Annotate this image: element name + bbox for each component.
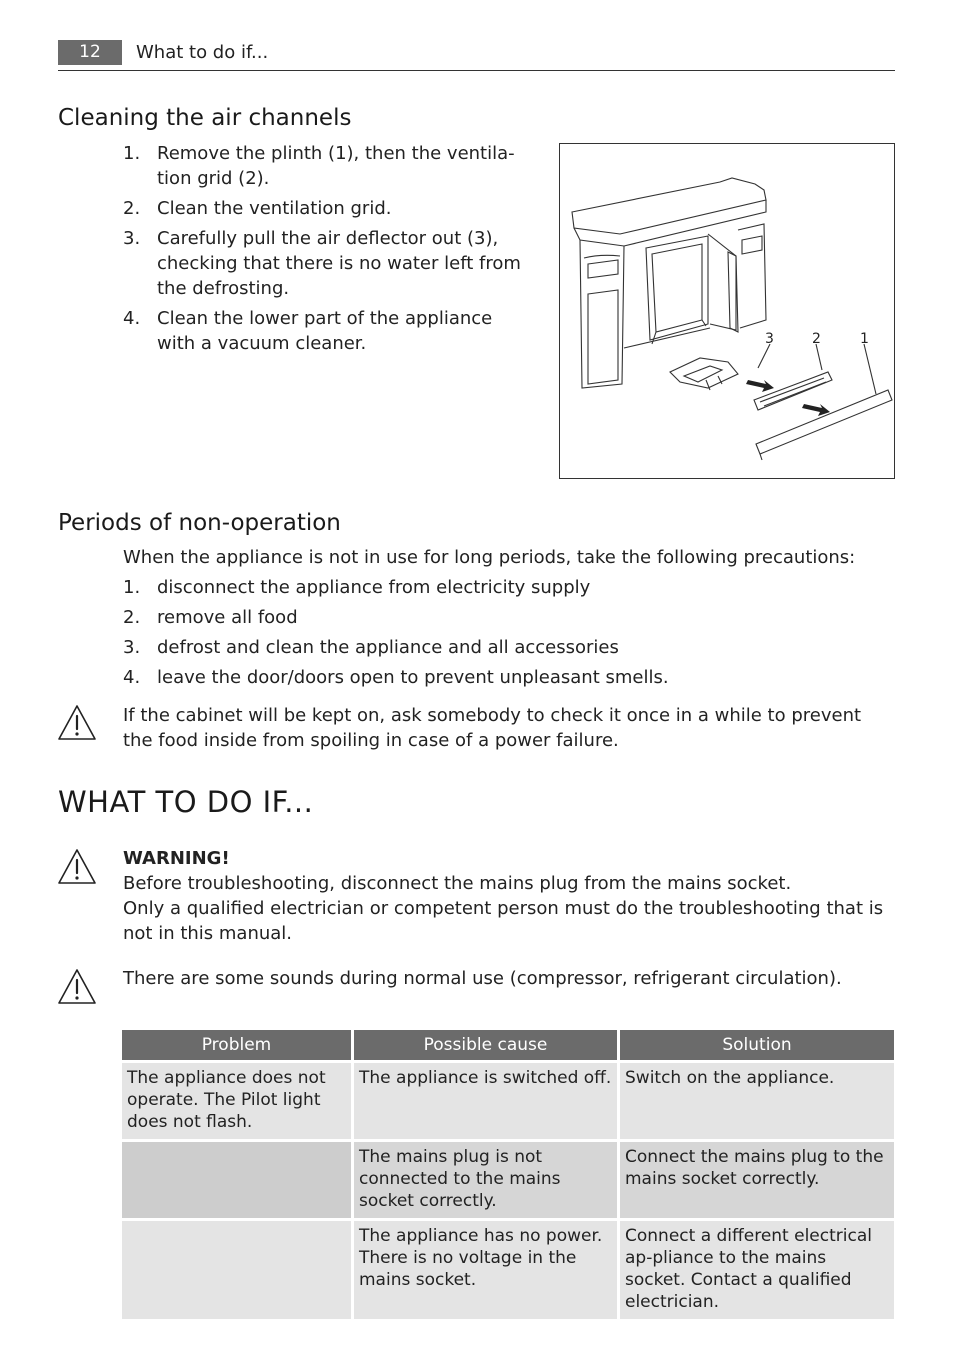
troubleshooting-table [119, 1027, 897, 1322]
cause-cell: The mains plug is not connected to the mains socket correctly. [354, 1142, 617, 1218]
step-number: 2. [123, 607, 141, 628]
problem-cell [122, 1221, 351, 1319]
solution-cell: Connect the mains plug to the mains socket correctly. [620, 1142, 894, 1218]
list-item [123, 306, 523, 356]
list-item [123, 141, 523, 191]
warning-block [123, 846, 895, 946]
info-caution-icon [57, 968, 97, 1010]
table-header-row [122, 1030, 894, 1060]
table-row [122, 1221, 894, 1319]
cause-cell: The appliance has no power. There is no voltage in the mains socket. [354, 1221, 617, 1319]
non-operation-steps-list [123, 575, 883, 695]
step-number: 2. [123, 198, 141, 219]
warning-icon [57, 848, 97, 890]
list-item [123, 196, 523, 221]
step-text: Clean the lower part of the appliance with a vacuum cleaner. [157, 308, 493, 354]
list-item [123, 575, 883, 600]
power-failure-note: If the cabinet will be kept on, ask somebody to check it once in a while to prevent the food inside from spoiling in case of a power failure. [123, 705, 862, 751]
step-number: 1. [123, 577, 141, 598]
problem-cell: The appliance does not operate. The Pilot light does not flash. [122, 1063, 351, 1139]
problem-cell [122, 1142, 351, 1218]
plinth-removal-illustration [559, 143, 895, 479]
list-item [123, 605, 883, 630]
table-row [122, 1142, 894, 1218]
column-header-cause: Possible cause [354, 1030, 617, 1060]
callout-label-2: 2 [812, 331, 821, 347]
step-text: Clean the ventilation grid. [157, 198, 392, 219]
warning-text-electrician: Only a qualified electrician or competent person must do the troubleshooting that is not in this manual. [123, 898, 884, 944]
appliance-drawing [560, 144, 894, 478]
step-text: Remove the plinth (1), then the ventila-tion grid (2). [157, 143, 515, 189]
step-number: 1. [123, 143, 141, 164]
step-number: 3. [123, 637, 141, 658]
caution-icon [57, 704, 97, 746]
column-header-problem: Problem [122, 1030, 351, 1060]
list-item [123, 635, 883, 660]
callout-label-3: 3 [765, 331, 774, 347]
step-text: disconnect the appliance from electricity supply [157, 577, 591, 598]
warning-text-unplug: Before troubleshooting, disconnect the mains plug from the mains socket. [123, 873, 792, 894]
step-text: remove all food [157, 607, 298, 628]
cleaning-section-title: Cleaning the air channels [58, 105, 352, 131]
what-to-do-title: WHAT TO DO IF... [58, 785, 314, 819]
running-title: What to do if... [136, 42, 269, 63]
list-item [123, 226, 523, 301]
list-item [123, 665, 883, 690]
sounds-note: There are some sounds during normal use (compressor, refrigerant circulation). [123, 968, 842, 989]
non-operation-section-title: Periods of non-operation [58, 510, 341, 536]
step-number: 4. [123, 667, 141, 688]
solution-cell: Switch on the appliance. [620, 1063, 894, 1139]
solution-cell: Connect a different electrical ap-pliance to the mains socket. Contact a qualified electrician. [620, 1221, 894, 1319]
step-text: leave the door/doors open to prevent unpleasant smells. [157, 667, 669, 688]
callout-label-1: 1 [860, 331, 869, 347]
header-divider [58, 70, 895, 71]
step-number: 4. [123, 308, 141, 329]
column-header-solution: Solution [620, 1030, 894, 1060]
warning-label: WARNING! [123, 848, 230, 869]
page-number: 12 [58, 40, 122, 65]
non-operation-intro: When the appliance is not in use for long periods, take the following precautions: [123, 547, 856, 568]
step-text: defrost and clean the appliance and all accessories [157, 637, 619, 658]
step-number: 3. [123, 228, 141, 249]
table-row [122, 1063, 894, 1139]
step-text: Carefully pull the air deflector out (3), checking that there is no water left from the defrosting. [157, 228, 521, 299]
cause-cell: The appliance is switched off. [354, 1063, 617, 1139]
cleaning-steps-list [123, 141, 523, 361]
